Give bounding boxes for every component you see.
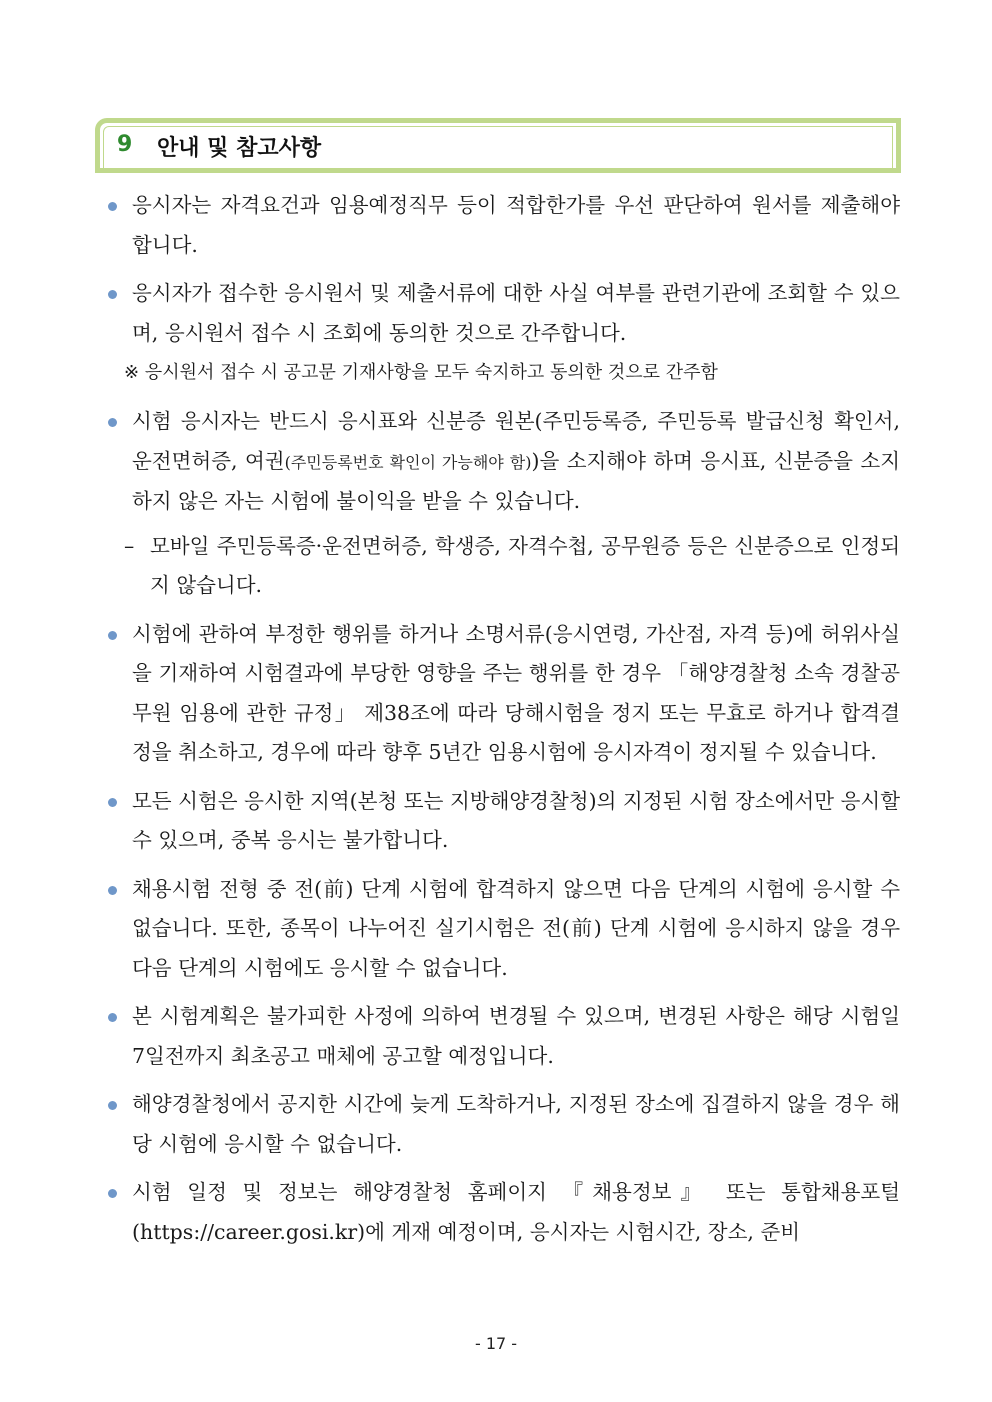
sub-item [0,527,992,606]
list-item [0,186,992,265]
bullet-dot-icon [108,418,117,427]
list-item-text: 응시자가 접수한 응시원서 및 제출서류에 대한 사실 여부를 관련기관에 조회할 수 있으며, 응시원서 접수 시 조회에 동의한 것으로 간주합니다. [132,281,900,345]
list-item-text-small: (주민등록번호 확인이 가능해야 함) [284,452,532,472]
page-number: - 17 - [474,1334,518,1353]
bullet-dot-icon [108,1189,117,1198]
dash-mark: – [124,533,135,558]
bullet-dot-icon [108,1013,117,1022]
bullet-dot-icon [108,886,117,895]
list-item [0,997,992,1076]
note-text: ※ 응시원서 접수 시 공고문 기재사항을 모두 숙지하고 동의한 것으로 간주함 [124,362,718,383]
bullet-dot-icon [108,1101,117,1110]
list-item [0,274,992,353]
bullet-dot-icon [108,202,117,211]
list-item-text: 시험 일정 및 정보는 해양경찰청 홈페이지 『채용정보』 또는 통합채용포털 (https://career.gosi.kr)에 게재 예정이며, 응시자는 시험시간, 장소, 준비 [132,1180,900,1244]
list-item-text: 응시자는 자격요건과 임용예정직무 등이 적합한가를 우선 판단하여 원서를 제출해야 합니다. [132,193,900,257]
list-item [0,402,992,522]
list-item [0,615,992,773]
list-item-text-b: )을 소지해야 하며 응시표, 신분증을 소지하지 않은 자는 시험에 불이익을 받을 수 있습니다. [132,448,900,513]
list-item [0,1173,992,1252]
list-item [0,782,992,861]
list-item-text: 시험에 관하여 부정한 행위를 하거나 소명서류(응시연령, 가산점, 자격 등)에 허위사실을 기재하여 시험결과에 부당한 영향을 주는 행위를 한 경우 「해양경찰청 소속 경찰공무원 임용에 관한 규정」 제38조에 따라 당해시험을 정지 또는 무효로 하거나 합격결정을 취소하고, 경우에 따라 향후 5년간 임용시험에 응시자격이 정지될 수 있습니다. [132,621,900,764]
bullet-dot-icon [108,290,117,299]
bullet-dot-icon [108,631,117,640]
section-number: 9 [117,132,133,157]
list-item [0,870,992,989]
section-header [95,118,901,173]
list-item-text: 해양경찰청에서 공지한 시간에 늦게 도착하거나, 지정된 장소에 집결하지 않을 경우 해당 시험에 응시할 수 없습니다. [132,1092,900,1156]
list-item-text: 모든 시험은 응시한 지역(본청 또는 지방해양경찰청)의 지정된 시험 장소에서만 응시할 수 있으며, 중복 응시는 불가합니다. [132,788,900,852]
guidance-list [0,186,992,1261]
list-item-text: 본 시험계획은 불가피한 사정에 의하여 변경될 수 있으며, 변경된 사항은 해당 시험일 7일전까지 최초공고 매체에 공고할 예정입니다. [132,1004,900,1068]
list-item [0,1085,992,1164]
list-item-text: 채용시험 전형 중 전(前) 단계 시험에 합격하지 않으면 다음 단계의 시험에 응시할 수 없습니다. 또한, 종목이 나누어진 실기시험은 전(前) 단계 시험에 응시하지 않을 경우 다음 단계의 시험에도 응시할 수 없습니다. [132,876,900,980]
bullet-dot-icon [108,798,117,807]
section-title: 안내 및 참고사항 [157,136,322,161]
list-item-text-a: 시험 응시자는 반드시 응시표와 신분증 원본(주민등록증, 주민등록 발급신청 확인서, 운전면허증, 여권 [132,409,900,473]
sub-item-text: 모바일 주민등록증·운전면허증, 학생증, 자격수첩, 공무원증 등은 신분증으로 인정되지 않습니다. [150,533,900,597]
